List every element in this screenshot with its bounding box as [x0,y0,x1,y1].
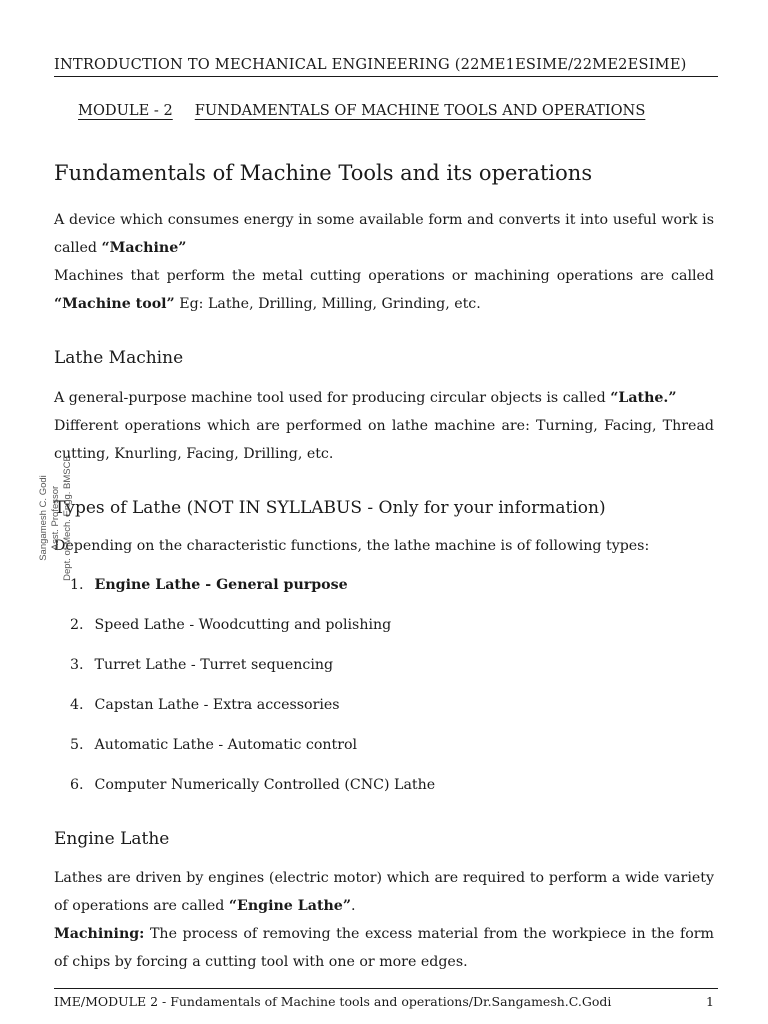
author-sidebar [38,418,74,618]
lathe-term: “Lathe.” [610,390,677,406]
list-item-text: Capstan Lathe - Extra accessories [94,697,340,713]
footer-text: IME/MODULE 2 - Fundamentals of Machine tools and operations/Dr.Sangamesh.C.Godi [54,994,612,1009]
lathe-types-list [70,574,570,814]
list-item [70,734,570,774]
lathe-operations-text: Different operations which are performed on lathe machine are: Turning, Facing, Thread cutting, Knurling, Facing, Drilling, etc. [54,418,714,462]
author-name: Sangamesh C. Godi [38,475,49,561]
machine-definition-text: A device which consumes energy in some available form and converts it into useful work is called [54,212,714,256]
engine-lathe-heading: Engine Lathe [54,829,170,849]
machining-text: The process of removing the excess material from the workpiece in the form of chips by forcing a cutting tool with one or more edges. [54,926,714,970]
module-title: FUNDAMENTALS OF MACHINE TOOLS AND OPERATIONS [194,102,646,119]
machine-tool-term: “Machine tool” [54,296,175,312]
author-department: Dept. of Mech. Engg. BMSCE [62,455,73,581]
list-item-text: Turret Lathe - Turret sequencing [94,657,334,673]
machine-term: “Machine” [101,240,187,256]
list-item [70,774,570,814]
lathe-machine-heading: Lathe Machine [54,348,184,368]
lathe-definition [54,384,714,468]
list-item-number: 6. [70,777,84,793]
page-title: Fundamentals of Machine Tools and its operations [54,161,593,185]
footer-divider [54,988,718,989]
page-number: 1 [706,994,714,1009]
course-header: INTRODUCTION TO MECHANICAL ENGINEERING (22ME1ESIME/22ME2ESIME) [54,56,718,77]
list-item-text: Computer Numerically Controlled (CNC) Lathe [94,777,436,793]
types-of-lathe-heading: Types of Lathe (NOT IN SYLLABUS - Only for your information) [54,498,606,518]
lathe-definition-text: A general-purpose machine tool used for producing circular objects is called [54,390,606,406]
engine-lathe-text: Lathes are driven by engines (electric motor) which are required to perform a wide variety of operations are called [54,870,714,914]
list-item-number: 3. [70,657,84,673]
list-item [70,694,570,734]
list-item [70,614,570,654]
engine-lathe-definition: Lathes are driven by engines (electric motor) which are required to perform a wide variety of operations are called “Engine Lathe”. Machining: The process of removing the excess material from the workpiece in the form of chips by forcing a cutting tool with one or more edges. [54,870,714,970]
engine-lathe-term: “Engine Lathe” [228,898,351,914]
list-item [70,574,570,614]
list-item-text: Engine Lathe - General purpose [94,577,348,593]
machining-label: Machining: [54,926,145,942]
machine-tool-text: Machines that perform the metal cutting operations or machining operations are called [54,268,714,284]
module-heading [78,102,645,119]
machine-definition [54,206,714,318]
list-item-text: Speed Lathe - Woodcutting and polishing [94,617,392,633]
list-item [70,654,570,694]
machine-tool-examples: Eg: Lathe, Drilling, Milling, Grinding, etc. [179,296,481,312]
list-item-number: 5. [70,737,84,753]
types-lead-text: Depending on the characteristic functions, the lathe machine is of following types: [54,538,650,554]
module-number: MODULE - 2 [78,102,173,119]
list-item-number: 4. [70,697,84,713]
list-item-number: 1. [70,577,84,593]
list-item-text: Automatic Lathe - Automatic control [94,737,358,753]
author-designation: Asst. Professor [50,485,61,551]
list-item-number: 2. [70,617,84,633]
